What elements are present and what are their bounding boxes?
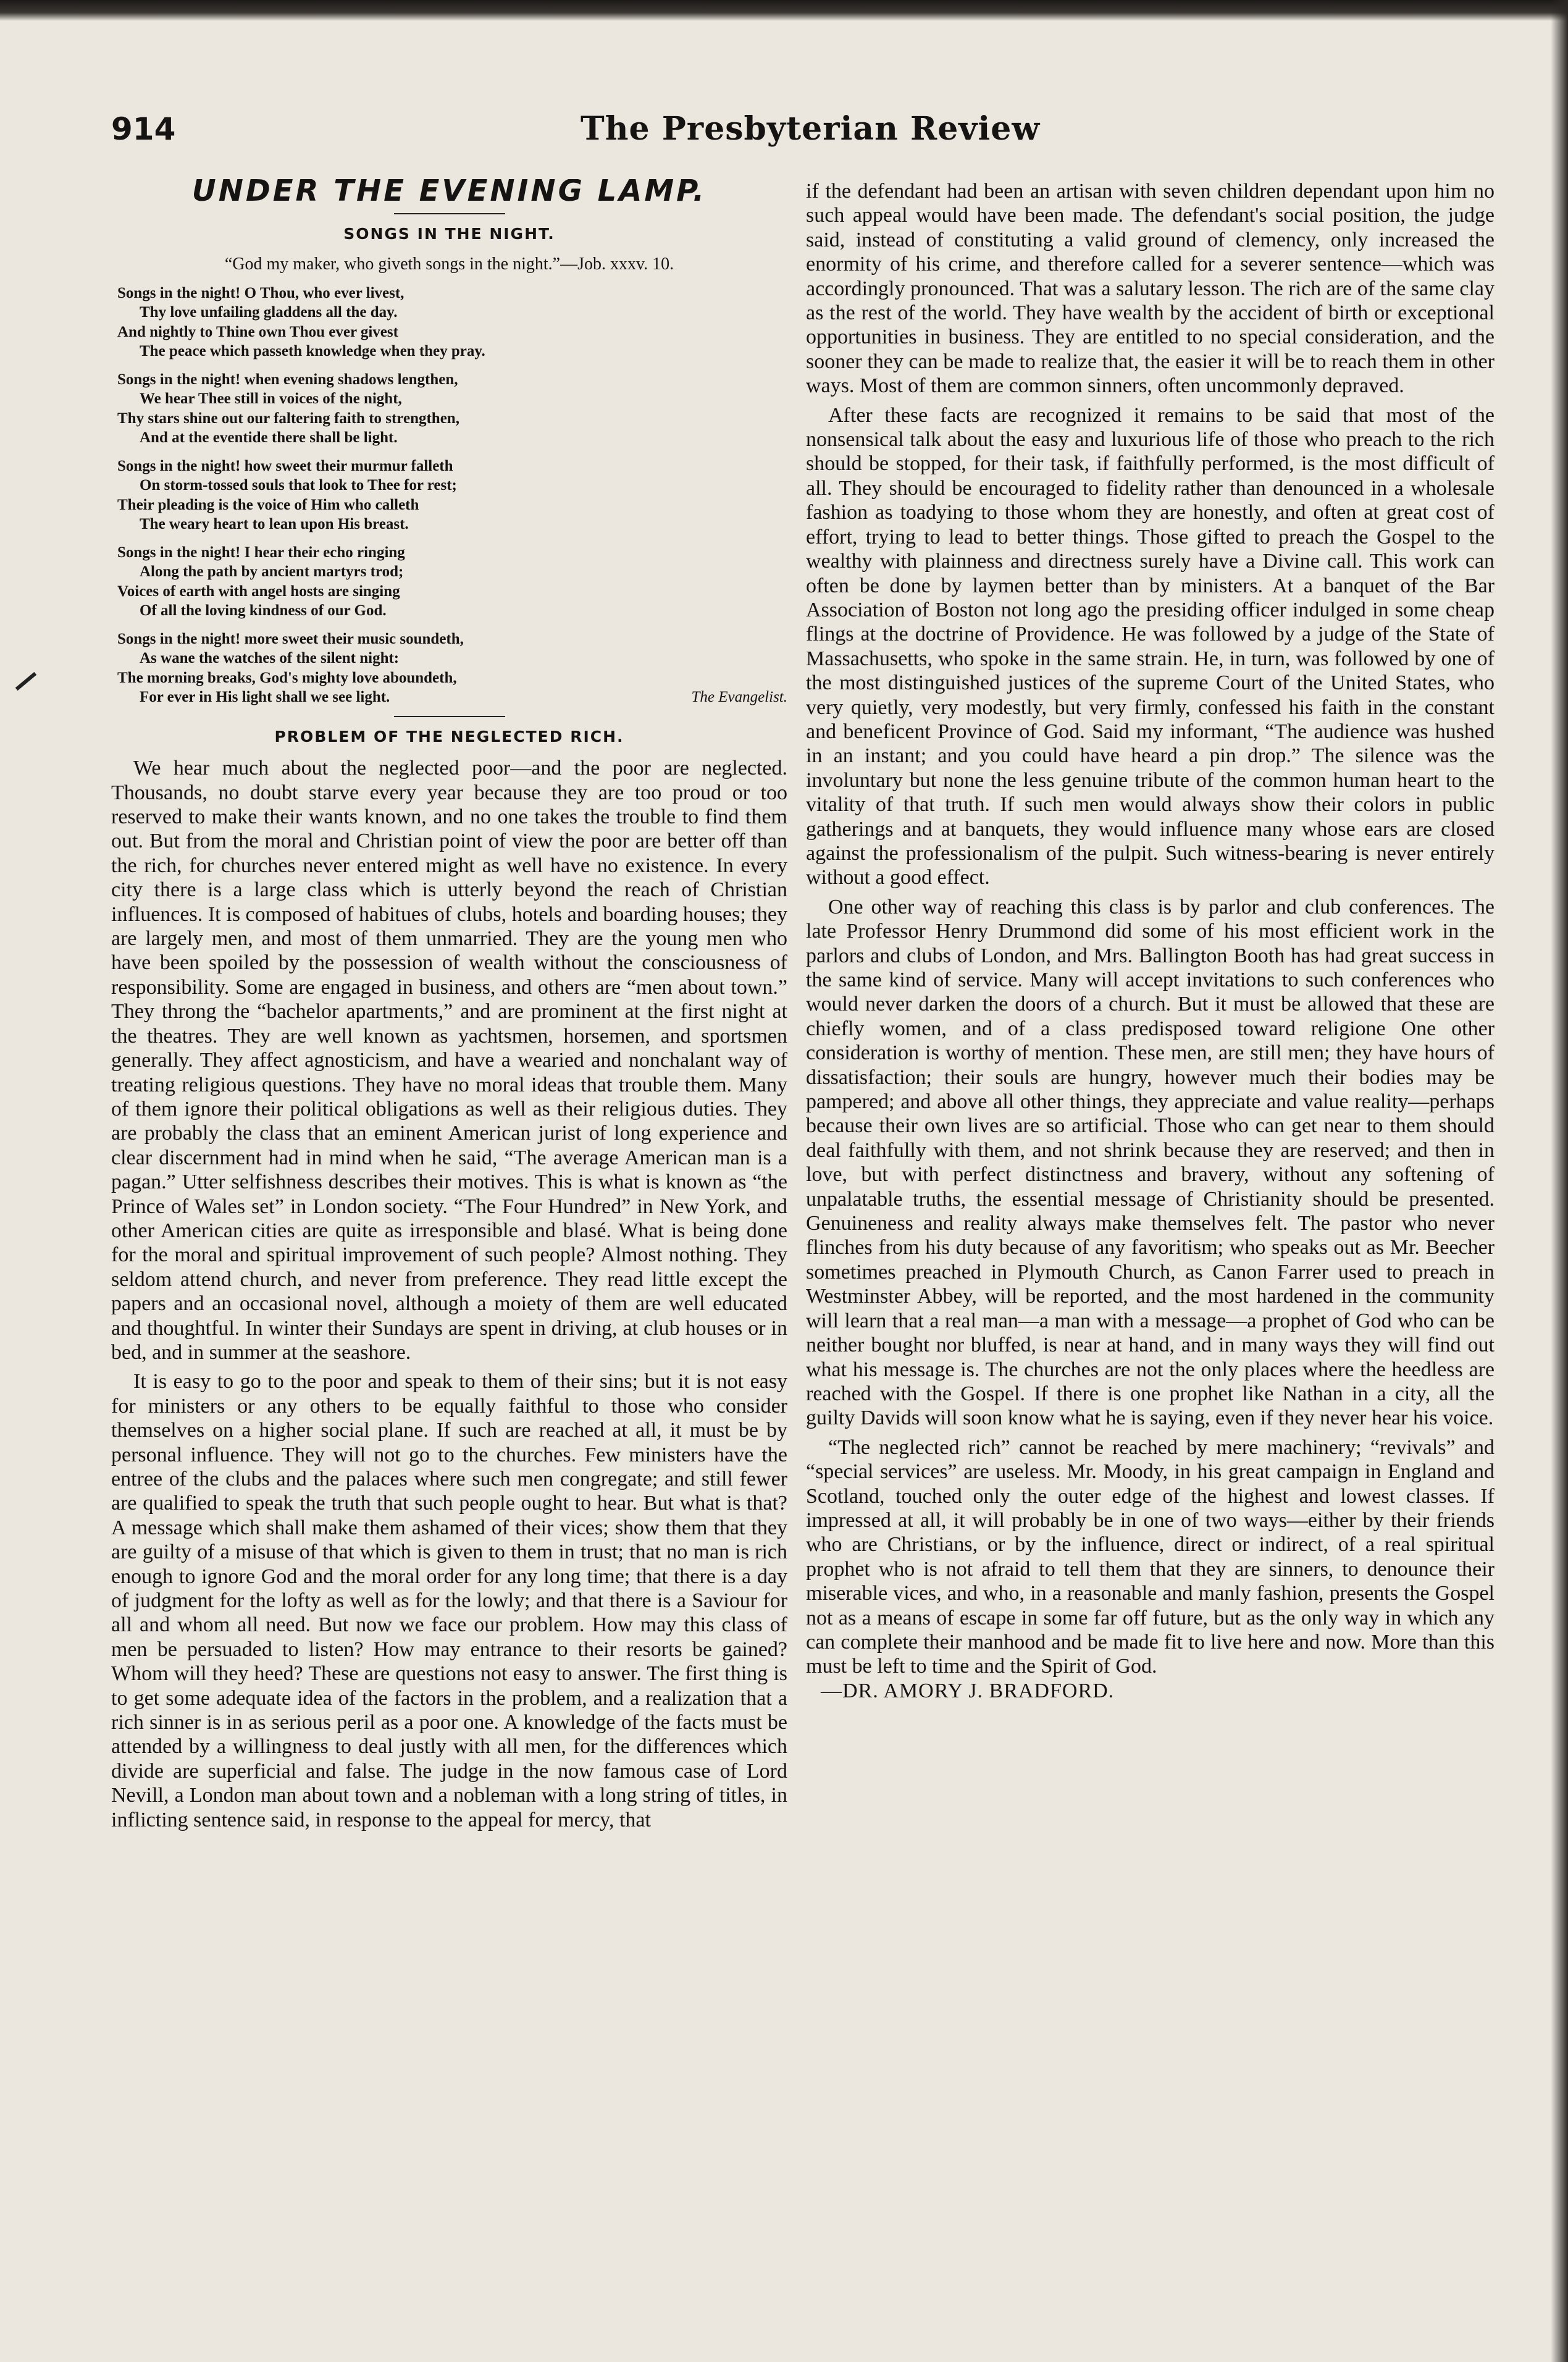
poem-attribution: The Evangelist. [691, 689, 787, 706]
scan-edge-top [0, 0, 1568, 21]
margin-ink-mark [15, 672, 36, 691]
poem-line: Songs in the night! when evening shadows lengthen, [117, 371, 458, 388]
article-rule [394, 716, 505, 717]
poem-line: On storm-tossed souls that look to Thee for rest; [140, 477, 457, 494]
poem-line: Songs in the night! how sweet their murmur falleth [117, 457, 453, 474]
title-rule [394, 213, 505, 214]
article-paragraph: We hear much about the neglected poor—and the poor are neglected. Thousands, no doubt starve every year because they are too proud or too reserved to make their wants known, and no one takes the trouble to find them out. But from the moral and Christian point of view the poor are better off than the rich, for churches never entered might as well have no existence. In every city there is a large class which is utterly beyond the reach of Christian influences. It is composed of habitues of clubs, hotels and boarding houses; they are largely men, and most of them unmarried. They are the young men who have been spoiled by the possession of wealth without the consciousness of responsibility. Some are engaged in business, and others are “men about town.” They throng the “bachelor apartments,” and are prominent at the first night at the theatres. They are well known as yachtsmen, horsemen, and sportsmen generally. They affect agnosticism, and have a wearied and nonchalant way of treating religious questions. They have no moral ideas that trouble them. Many of them ignore their political obligations as well as their religious duties. They are probably the class that an eminent American jurist of long experience and clear discernment had in mind when he said, “The average American man is a pagan.” Utter selfishness describes their motives. This is what is known as “the Prince of Wales set” in London society. “The Four Hundred” in New York, and other American cities are quite as irresponsible and blasé. What is being done for the moral and spiritual improvement of such people? Almost nothing. They seldom attend church, and never from preference. They read little except the papers and an occasional novel, although a moiety of them are well educated and thoughtful. In winter their Sundays are spent in driving, at club houses or in bed, and in summer at the seashore. [111, 757, 787, 1364]
article-paragraph: One other way of reaching this class is by parlor and club conferences. The late Professor Henry Drummond did some of his most efficient work in the parlors and clubs of London, and Mrs. Ballington Booth has had great success in the same kind of service. Many will accept invitations to such conferences who would never darken the doors of a church. But it must be allowed that these are chiefly women, and of a class predisposed toward religione One other consideration is worthy of mention. These men, are still men; they have hours of dissatisfaction; their souls are hungry, however much their bodies may be pampered; and above all other things, they appreciate and value reality—perhaps because their own lives are so artificial. Those who can get near to them should deal faithfully with them, and not shrink because they are reserved; and then in love, but with perfect distinctness and bravery, without any softening of unpalatable truths, the essential message of Christianity should be presented. Genuineness and reality always make themselves felt. The pastor who never flinches from his duty because of any favoritism; who speaks out as Mr. Beecher sometimes preached in Plymouth Church, as Canon Farrer used to preach in Westminster Abbey, will be reported, and the most hardened in the community will learn that a real man—a man with a message—a prophet of God who can be neither bought nor bluffed, is near at hand, and in many ways they will find out what his message is. The churches are not the only places where the heedless are reached with the Gospel. If there is one prophet like Nathan in a city, all the guilty Davids will soon know what he is saying, even if they never hear his voice. [806, 895, 1495, 1430]
poem-line: And nightly to Thine own Thou ever givest [117, 323, 398, 340]
poem-line: Songs in the night! O Thou, who ever livest, [117, 284, 405, 301]
poem-line: Songs in the night! more sweet their music soundeth, [117, 630, 464, 647]
poem-title: SONGS IN THE NIGHT. [343, 225, 555, 243]
article-paragraph: if the defendant had been an artisan with seven children dependant upon him no such appeal would have been made. The defendant's social position, the judge said, instead of constituting a valid ground of clemency, only increased the enormity of his crime, and therefore called for a severer sentence—which was accordingly pronounced. That was a salutary lesson. The rich are of the same clay as the rest of the world. They have wealth by the accident of birth or exceptional opportunities in business. They are entitled to no special consideration, and the sooner they can be made to realize that, the easier it will be to reach them in other ways. Most of them are common sinners, often uncommonly depraved. [806, 180, 1495, 398]
page-number: 914 [111, 111, 176, 147]
scan-edge-right [1551, 0, 1568, 2362]
poem-line: As wane the watches of the silent night: [140, 650, 400, 667]
poem-stanza [117, 284, 787, 361]
poem-line: Of all the loving kindness of our God. [140, 602, 387, 620]
author-signature: —DR. AMORY J. BRADFORD. [821, 1679, 1115, 1702]
poem-line [117, 687, 787, 707]
poem-line: And at the eventide there shall be light. [140, 429, 398, 447]
poem-line: Their pleading is the voice of Him who calleth [117, 496, 419, 513]
right-column [806, 179, 1495, 2298]
poem-stanza [117, 543, 787, 621]
article-paragraph: “The neglected rich” cannot be reached by mere machinery; “revivals” and “special services” are useless. Mr. Moody, in his great campaign in England and Scotland, touched only the outer edge of the highest and lowest classes. If impressed at all, it will probably be in one of two ways—either by their friends who are Christians, or by the influence, direct or indirect, of a real spiritual prophet who is not afraid to tell them that they are sinners, to denounce their miserable vices, and who, in a reasonable and manly fashion, presents the Gospel not as a means of escape in some far off future, but as the only way in which any can complete their manhood and be made fit to live here and now. More than this must be left to time and the Spirit of God. [806, 1435, 1495, 1678]
left-column [111, 179, 787, 2298]
poem-line-text: For ever in His light shall we see light. [140, 689, 390, 706]
poem-stanza [117, 456, 787, 534]
running-head [111, 111, 1495, 161]
poem-line: Thy love unfailing gladdens all the day. [140, 304, 398, 321]
poem-line: Thy stars shine out our faltering faith to strengthen, [117, 410, 459, 427]
poem-line: The peace which passeth knowledge when they pray. [140, 343, 485, 360]
poem-line: The morning breaks, God's mighty love aboundeth, [117, 669, 457, 686]
poem-line: Songs in the night! I hear their echo ringing [117, 544, 405, 561]
poem-line: We hear Thee still in voices of the night, [140, 390, 402, 408]
poem-line: The weary heart to lean upon His breast. [140, 516, 409, 533]
page [86, 68, 1519, 2341]
poem-stanza [117, 370, 787, 448]
poem-stanza [117, 629, 787, 707]
article-paragraph: After these facts are recognized it remains to be said that most of the nonsensical talk about the easy and luxurious life of those who preach to the rich should be stopped, for their task, if faithfully performed, is the most difficult of all. They should be encouraged to fidelity rather than denounced in a wholesale fashion as toadying to those whom they are honestly, and often at great cost of effort, trying to lead to better things. Those gifted to preach the Gospel to the wealthy with plainness and directness surely have a Divine call. This work can often be done by laymen better than by ministers. At a banquet of the Bar Association of Boston not long ago the presiding officer indulged in some cheap flings at the doctrine of Providence. He was followed by a judge of the State of Massachusetts, who spoke in the same strain. He, in turn, was followed by one of the most distinguished justices of the supreme Court of the United States, who very quietly, very modestly, but very firmly, confessed his faith in the constant and beneficent Province of God. Said my informant, “The audience was hushed in an instant; and you could have heard a pin drop.” The silence was the involuntary but none the less genuine tribute of the common human heart to the vitality of that truth. If such men would always show their colors in public gatherings and at banquets, they would influence many whose ears are closed against the professionalism of the pulpit. Such witness-bearing is never entirely without a good effect. [806, 403, 1495, 889]
article-heading: PROBLEM OF THE NEGLECTED RICH. [274, 727, 624, 746]
journal-title: The Presbyterian Review [581, 110, 1041, 148]
poem-line: Along the path by ancient martyrs trod; [140, 563, 404, 581]
section-title: UNDER THE EVENING LAMP. [191, 179, 707, 208]
article-paragraph: It is easy to go to the poor and speak to them of their sins; but it is not easy for ministers or any others to be equally faithful to those who consider themselves on a higher social plane. If such are reached at all, it must be by personal influence. They will not go to the churches. Few ministers have the entree of the clubs and the palaces where such men congregate; and still fewer are qualified to speak the truth that such people ought to hear. But what is that? A message which shall make them ashamed of their vices; show them that they are guilty of a misuse of that which is given to them in trust; that no man is rich enough to ignore God and the moral order for any long time; that there is a day of judgment for the lofty as well as for the lowly; and that there is a Saviour for all and whom all need. But now we face our problem. How may this class of men be persuaded to listen? How may entrance to their resorts be gained? Whom will they heed? These are questions not easy to answer. The first thing is to get some adequate idea of the factors in the problem, and a realization that a rich sinner is in as serious peril as a poor one. A knowledge of the facts must be attended by a willingness to deal justly with all men, for the differences which divide are superficial and false. The judge in the now famous case of Lord Nevill, a London man about town and a nobleman with a long string of titles, in inflicting sentence said, in response to the appeal for mercy, that [111, 1370, 787, 1831]
poem-epigraph: “God my maker, who giveth songs in the night.”—Job. xxxv. 10. [224, 254, 674, 274]
poem-line: Voices of earth with angel hosts are singing [117, 582, 400, 600]
